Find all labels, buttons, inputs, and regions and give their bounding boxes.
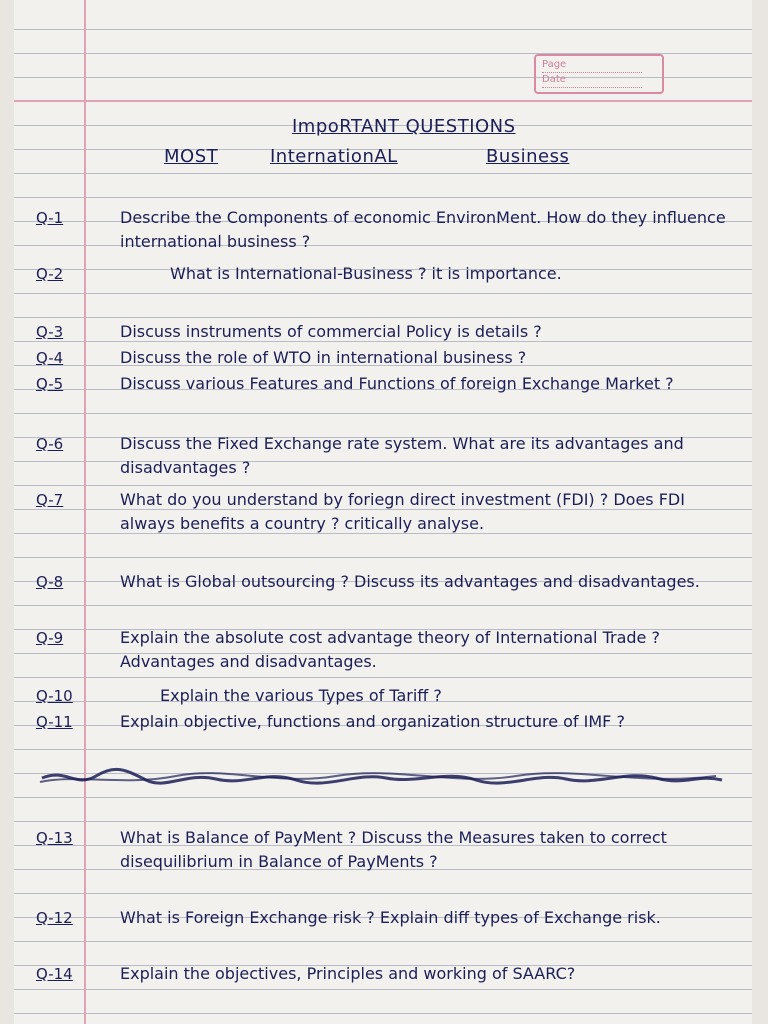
page-date-stamp: [534, 54, 664, 94]
question-number: Q-2: [36, 265, 64, 283]
question-text: Explain the absolute cost advantage theory of International Trade ? Advantages and disadvantages.: [120, 628, 660, 671]
stamp-page-label: Page: [542, 58, 642, 73]
question-number: Q-1: [36, 209, 64, 227]
question-number: Q-14: [36, 965, 73, 983]
question-number: Q-3: [36, 323, 64, 341]
question-number: Q-8: [36, 573, 64, 591]
question-text: Explain the objectives, Principles and working of SAARC?: [120, 964, 576, 983]
crossed-out-question: [36, 764, 726, 792]
question-number: Q-6: [36, 435, 64, 453]
question-text: Describe the Components of economic EnvironMent. How do they influence international business ?: [120, 208, 726, 251]
question-text: What is Foreign Exchange risk ? Explain diff types of Exchange risk.: [120, 908, 661, 927]
heading-line-1: ImpoRTANT QUESTIONS: [292, 116, 516, 137]
question-text: Explain the various Types of Tariff ?: [160, 686, 442, 705]
question-text: What is Global outsourcing ? Discuss its advantages and disadvantages.: [120, 572, 700, 591]
question-text: Discuss various Features and Functions of foreign Exchange Market ?: [120, 374, 674, 393]
question-number: Q-13: [36, 829, 73, 847]
question-text: What is Balance of PayMent ? Discuss the Measures taken to correct disequilibrium in Balance of PayMents ?: [120, 828, 667, 871]
heading-prefix: MOST: [164, 146, 219, 167]
question-text: Explain objective, functions and organization structure of IMF ?: [120, 712, 625, 731]
margin-line: [84, 0, 86, 1024]
question-text: What do you understand by foriegn direct investment (FDI) ? Does FDI always benefits a country ? critically analyse.: [120, 490, 685, 533]
question-number: Q-11: [36, 713, 73, 731]
question-number: Q-4: [36, 349, 64, 367]
question-number: Q-5: [36, 375, 64, 393]
question-text: Discuss instruments of commercial Policy is details ?: [120, 322, 542, 341]
question-number: Q-12: [36, 909, 73, 927]
notebook-page: [14, 0, 752, 1024]
heading-suffix: Business: [486, 146, 570, 167]
header-rule: [14, 100, 752, 102]
question-text: Discuss the Fixed Exchange rate system. What are its advantages and disadvantages ?: [120, 434, 684, 477]
heading-subject: InternationAL: [270, 146, 398, 167]
question-number: Q-10: [36, 687, 73, 705]
question-number: Q-9: [36, 629, 64, 647]
stamp-date-label: Date: [542, 73, 642, 88]
question-text: Discuss the role of WTO in international business ?: [120, 348, 527, 367]
question-text: What is International-Business ? it is importance.: [170, 264, 562, 283]
question-number: Q-7: [36, 491, 64, 509]
